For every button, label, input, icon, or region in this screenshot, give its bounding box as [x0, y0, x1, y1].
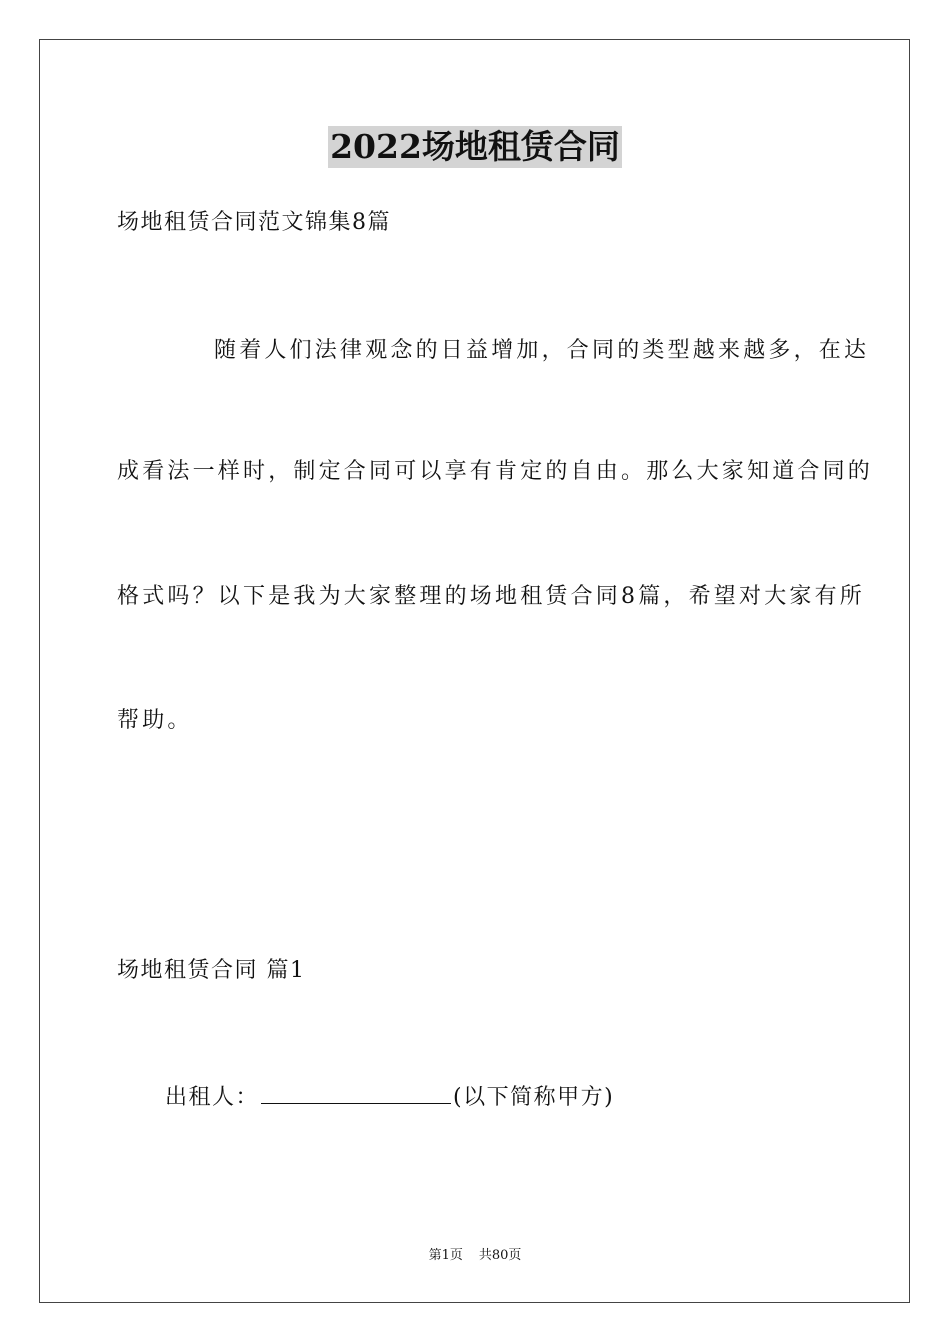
section-heading: 场地租赁合同 篇1	[117, 958, 306, 983]
lessor-line	[165, 1081, 614, 1113]
lessor-suffix: (以下简称甲方)	[453, 1085, 615, 1110]
document-subtitle: 场地租赁合同范文锦集8篇	[117, 210, 391, 235]
intro-paragraph-line-3: 格式吗？以下是我为大家整理的场地租赁合同8篇，希望对大家有所	[117, 584, 865, 609]
intro-paragraph-line-2: 成看法一样时，制定合同可以享有肯定的自由。那么大家知道合同的	[117, 459, 874, 484]
page-number-current: 第1页	[428, 1248, 463, 1263]
title-wrapper	[0, 126, 950, 168]
lessor-label: 出租人：	[165, 1085, 260, 1110]
intro-paragraph-line-1: 随着人们法律观念的日益增加，合同的类型越来越多，在达	[214, 338, 870, 363]
lessor-blank-field[interactable]	[261, 1081, 451, 1104]
intro-paragraph-line-4: 帮助。	[117, 708, 193, 733]
page-footer	[0, 1247, 950, 1265]
document-title: 2022场地租赁合同	[330, 127, 620, 166]
page-number-total: 共80页	[478, 1248, 522, 1263]
